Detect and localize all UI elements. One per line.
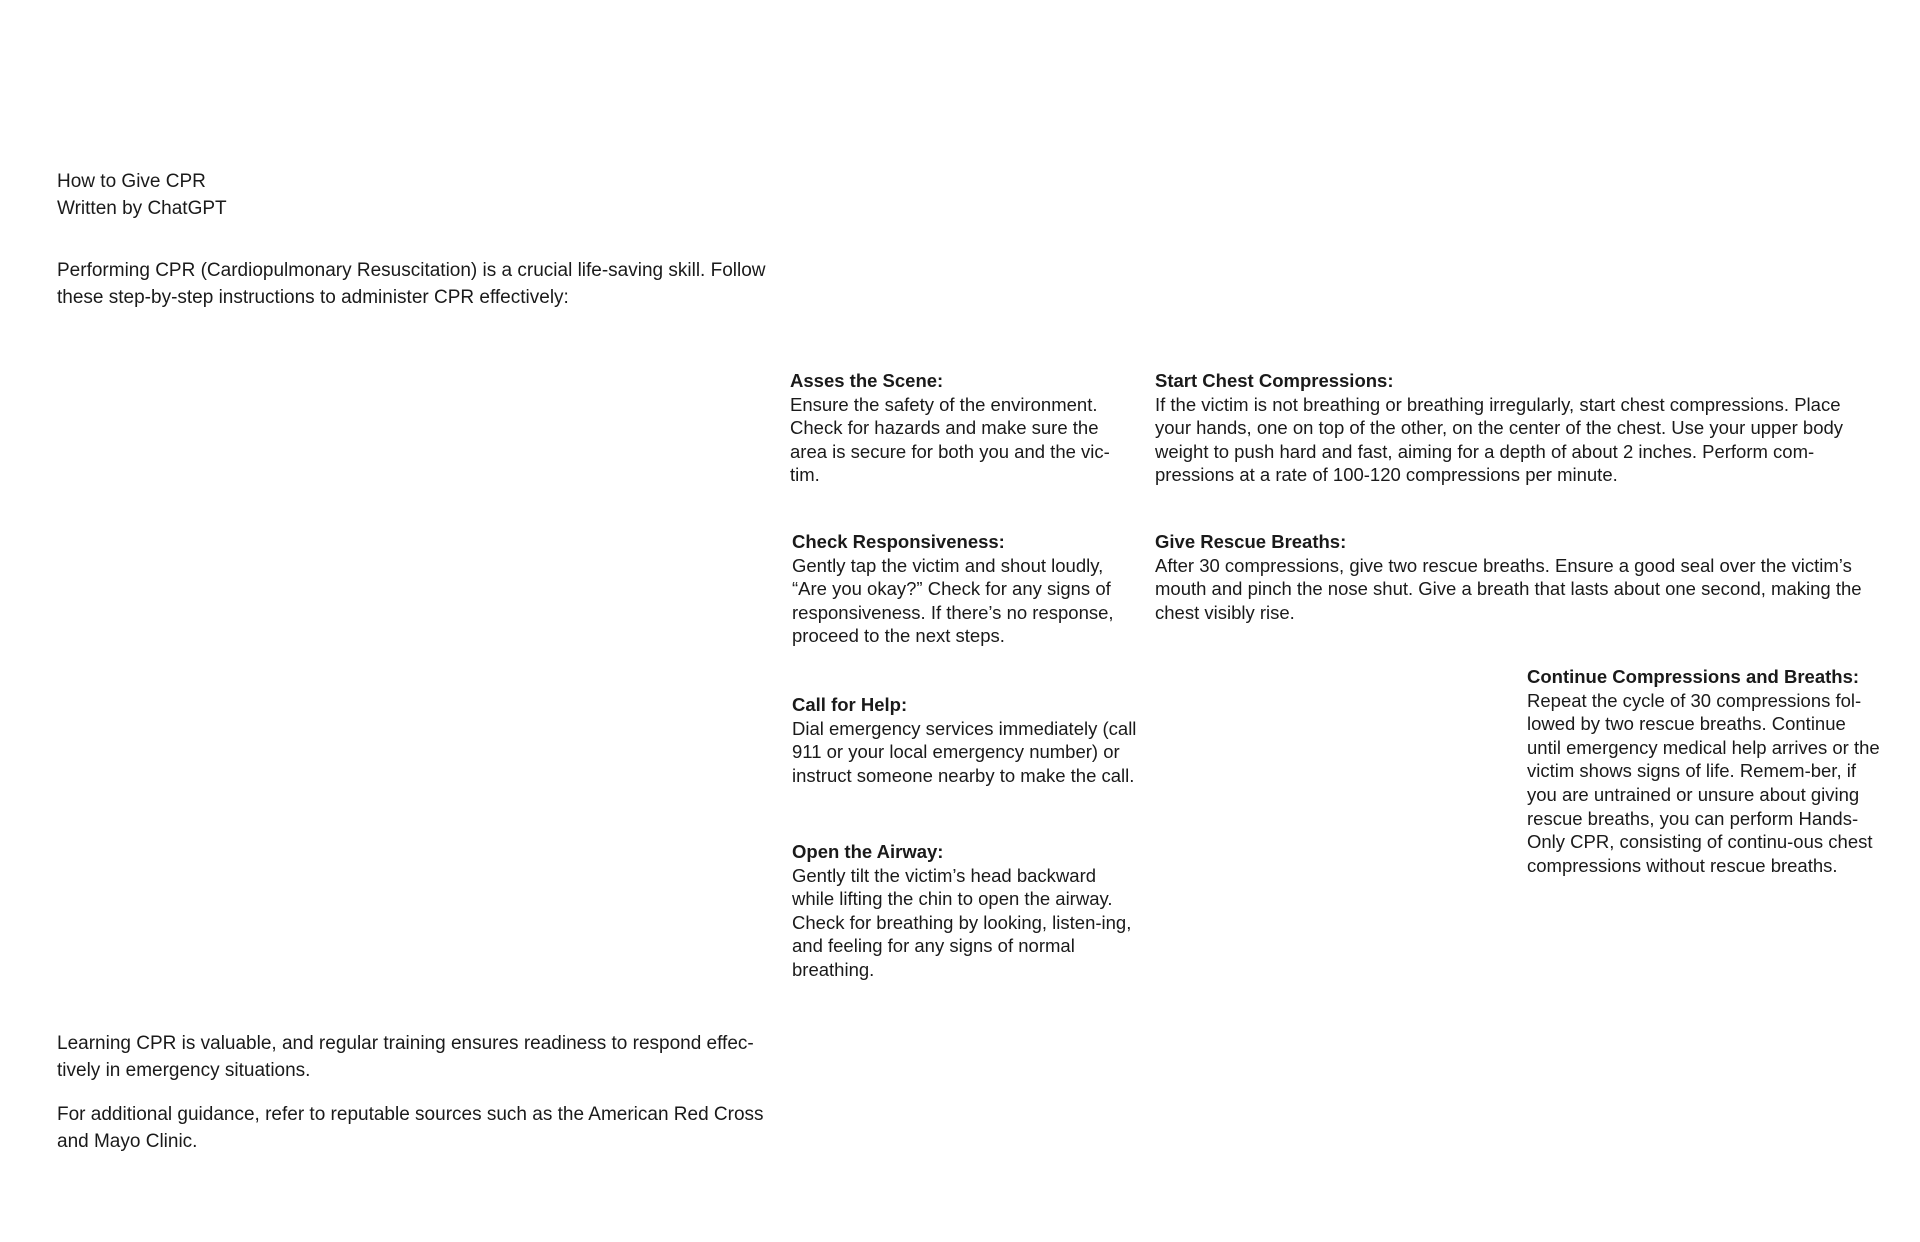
step-body: If the victim is not breathing or breathing irregularly, start chest compressions. Place your hands, one on top of the other, on the center of the chest. Use your upper body weight to push hard and fast, aiming for a depth of about 2 inches. Perform com-pressions at a rate of 100-120 compressions per minute. — [1155, 393, 1844, 486]
step-body: Gently tap the victim and shout loudly, “Are you okay?” Check for any signs of responsiveness. If there’s no response, proceed to the next steps. — [792, 554, 1114, 647]
step-body: Gently tilt the victim’s head backward while lifting the chin to open the airway. Check for breathing by looking, listen-ing, and feeling for any signs of normal breathing. — [792, 864, 1132, 980]
step-title: Check Responsiveness: — [792, 531, 1005, 552]
step-title: Open the Airway: — [792, 841, 944, 862]
step-body: Dial emergency services immediately (call 911 or your local emergency number) or instruct someone nearby to make the call. — [792, 717, 1137, 786]
document-header — [57, 168, 757, 222]
step-open-airway — [792, 840, 1132, 982]
step-body: Ensure the safety of the environment. Check for hazards and make sure the area is secure for both you and the vic-tim. — [790, 393, 1110, 486]
step-body: Repeat the cycle of 30 compressions fol-lowed by two rescue breaths. Continue until emergency medical help arrives or the victim shows signs of life. Remem-ber, if you are untrained or unsure about giving rescue breaths, you can perform Hands-Only CPR, consisting of continu-ous chest compressions without rescue breaths. — [1527, 689, 1880, 876]
step-title: Start Chest Compressions: — [1155, 370, 1394, 391]
intro-paragraph: Performing CPR (Cardiopulmonary Resuscitation) is a crucial life-saving skill. Follow these step-by-step instructions to administer CPR effectively: — [57, 260, 766, 308]
closing-paragraph-2: For additional guidance, refer to reputable sources such as the American Red Cross and Mayo Clinic. — [57, 1104, 764, 1152]
step-check-responsiveness — [792, 530, 1127, 648]
step-title: Asses the Scene: — [790, 370, 944, 391]
step-assess-scene — [790, 369, 1125, 487]
step-title: Give Rescue Breaths: — [1155, 531, 1347, 552]
step-title: Continue Compressions and Breaths: — [1527, 666, 1860, 687]
step-rescue-breaths — [1155, 530, 1880, 624]
page-title: How to Give CPR — [57, 171, 206, 192]
step-title: Call for Help: — [792, 694, 908, 715]
step-chest-compressions — [1155, 369, 1880, 487]
step-call-for-help — [792, 693, 1147, 787]
byline: Written by ChatGPT — [57, 198, 227, 219]
closing-paragraph-1: Learning CPR is valuable, and regular training ensures readiness to respond effec-tively in emergency situations. — [57, 1033, 754, 1081]
step-body: After 30 compressions, give two rescue breaths. Ensure a good seal over the victim’s mouth and pinch the nose shut. Give a breath that lasts about one second, making the chest visibly rise. — [1155, 554, 1862, 623]
step-continue — [1527, 665, 1882, 877]
